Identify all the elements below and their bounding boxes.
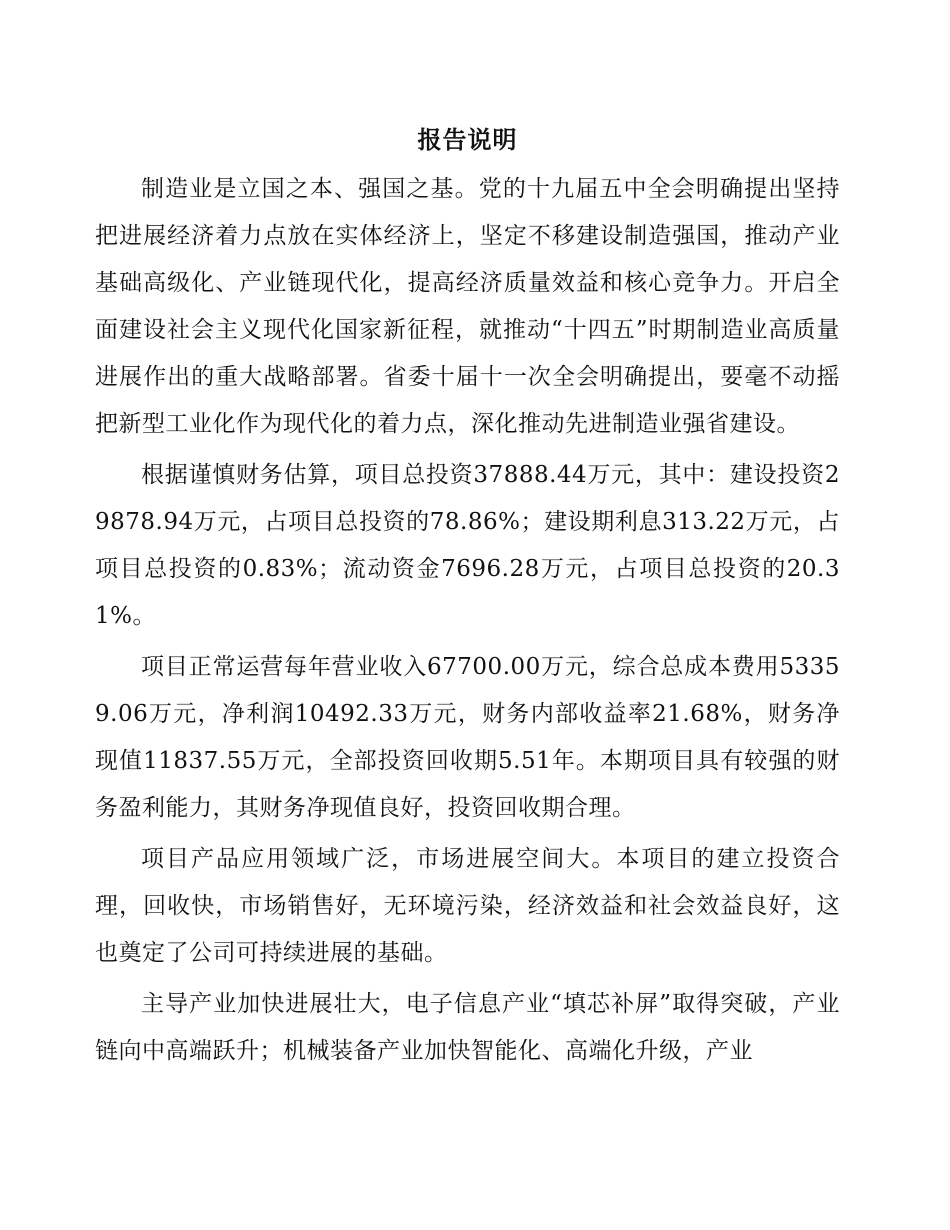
report-title: 报告说明 [417,125,518,154]
paragraph-investment-estimate: 根据谨慎财务估算，项目总投资37888.44万元，其中：建设投资29878.94万元，占项目总投资的78.86%；建设期利息313.22万元，占项目总投资的0.83%；流动资金7696.28万元，占项目总投资的20.31%。 [95,462,840,629]
paragraph-leading-industries: 主导产业加快进展壮大，电子信息产业“填芯补屏”取得突破，产业链向中高端跃升；机械装备产业加快智能化、高端化升级，产业 [95,991,840,1064]
paragraph-market-prospects: 项目产品应用领域广泛，市场进展空间大。本项目的建立投资合理，回收快，市场销售好，无环境污染，经济效益和社会效益良好，这也奠定了公司可持续进展的基础。 [95,846,840,966]
document-page [95,120,840,1079]
paragraph-manufacturing-policy: 制造业是立国之本、强国之基。党的十九届五中全会明确提出坚持把进展经济着力点放在实体经济上，坚定不移建设制造强国，推动产业基础高级化、产业链现代化，提高经济质量效益和核心竞争力。开启全面建设社会主义现代化国家新征程，就推动“十四五”时期制造业高质量进展作出的重大战略部署。省委十届十一次全会明确提出，要毫不动摇把新型工业化作为现代化的着力点，深化推动先进制造业强省建设。 [95,176,840,437]
paragraph-financial-returns: 项目正常运营每年营业收入67700.00万元，综合总成本费用53359.06万元，净利润10492.33万元，财务内部收益率21.68%，财务净现值11837.55万元，全部投资回收期5.51年。本期项目具有较强的财务盈利能力，其财务净现值良好，投资回收期合理。 [95,654,840,821]
